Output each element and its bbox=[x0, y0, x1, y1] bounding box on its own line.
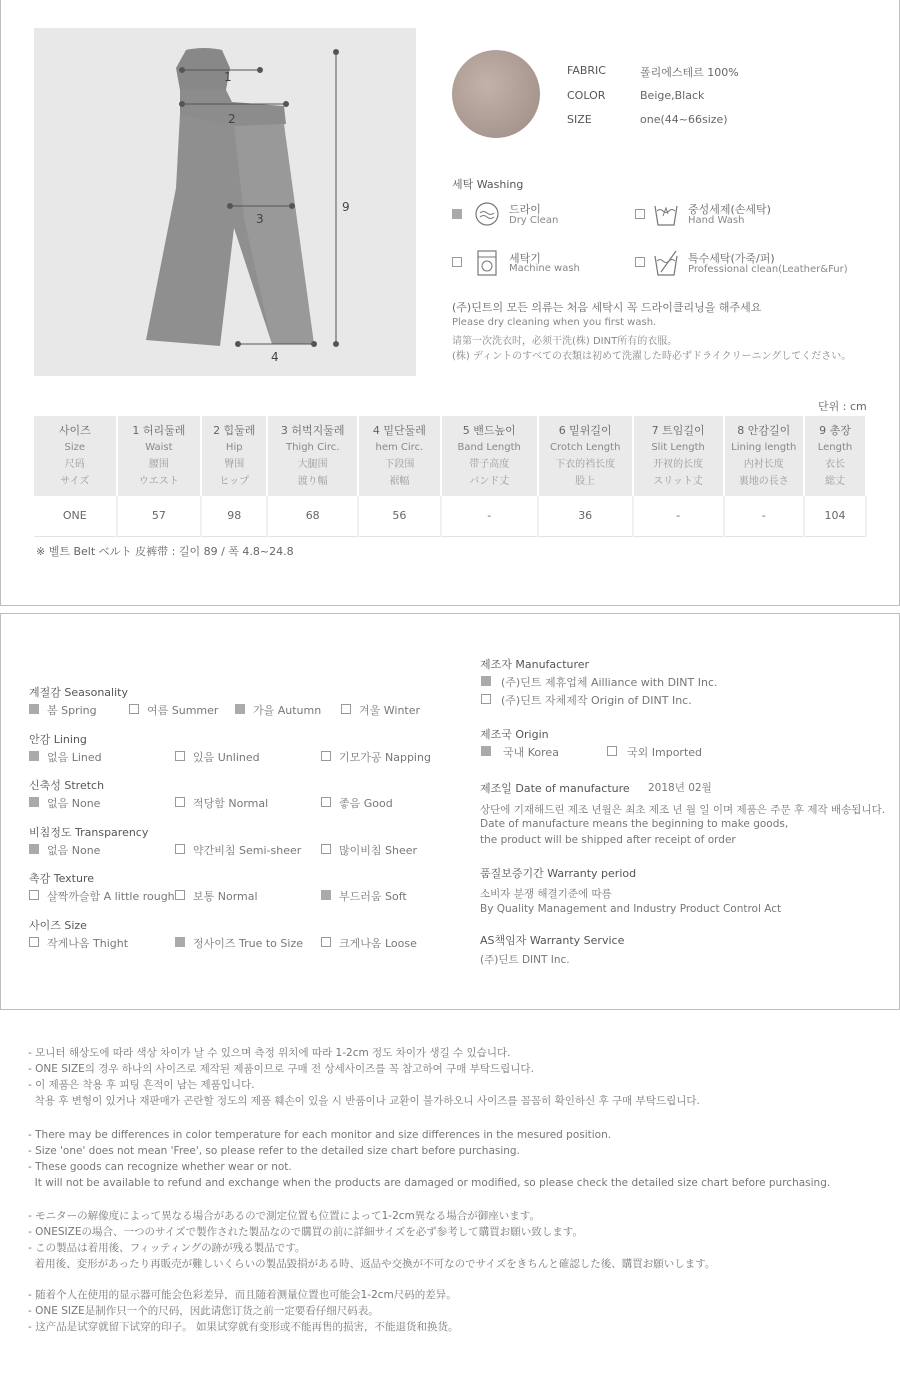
attribute-title: 촉감 Texture bbox=[29, 872, 95, 885]
manufacturer-origin-label: (주)딘트 자체제작 Origin of DINT Inc. bbox=[501, 694, 692, 707]
note-line: - モニターの解像度によって異なる場合があるので測定位置も位置によって1-2cm異なる場合が御座います。 bbox=[28, 1210, 540, 1222]
size-header-cell bbox=[267, 416, 358, 496]
professional-clean-ko: 특수세탁(가죽/퍼) bbox=[688, 252, 775, 265]
warranty-period-desc-en: By Quality Management and Industry Product Control Act bbox=[480, 903, 782, 915]
hand-wash-ko: 중성세제(손세탁) bbox=[688, 203, 771, 216]
attribute-title: 비침정도 Transparency bbox=[29, 825, 149, 839]
origin-imported-label: 국외 Imported bbox=[627, 746, 703, 759]
size-header-cn: 下段围 bbox=[384, 459, 415, 470]
attribute-option-label: 정사이즈 True to Size bbox=[193, 936, 303, 950]
attribute-option-label: 가을 Autumn bbox=[253, 704, 322, 717]
size-header-ko: 2 힙둘레 bbox=[213, 424, 256, 437]
attribute-checkbox[interactable] bbox=[175, 751, 185, 761]
color-label: COLOR bbox=[567, 89, 606, 102]
warranty-period-desc-ko: 소비자 분쟁 해결기준에 따름 bbox=[480, 888, 612, 900]
attribute-checkbox[interactable] bbox=[175, 937, 185, 947]
size-value-cell: 104 bbox=[804, 496, 866, 536]
size-header-ko: 7 트임길이 bbox=[651, 424, 705, 437]
size-header-en: Size bbox=[64, 442, 86, 453]
dry-clean-icon bbox=[473, 200, 501, 228]
attribute-checkbox[interactable] bbox=[175, 844, 185, 854]
note-line: - Size 'one' does not mean 'Free', so please refer to the detailed size chart before purchasing. bbox=[28, 1145, 520, 1157]
size-header-en: Crotch Length bbox=[549, 442, 621, 453]
size-header-jp: 裾幅 bbox=[389, 476, 410, 487]
note-line: - There may be differences in color temperature for each monitor and size differences in the mesured position. bbox=[28, 1129, 612, 1141]
size-header-cell bbox=[34, 416, 117, 496]
attribute-checkbox[interactable] bbox=[341, 704, 351, 714]
washing-title: 세탁 Washing bbox=[452, 178, 524, 191]
washing-note-en: Please dry cleaning when you first wash. bbox=[452, 317, 657, 328]
size-header-en: Thigh Circ. bbox=[285, 442, 340, 453]
notes-english bbox=[28, 1127, 830, 1191]
attribute-checkbox[interactable] bbox=[321, 844, 331, 854]
size-value-cell: - bbox=[724, 496, 805, 536]
manufacture-date-desc-en2: the product will be shipped after receipt of order bbox=[480, 834, 736, 846]
attribute-checkbox[interactable] bbox=[129, 704, 139, 714]
color-value: Beige,Black bbox=[640, 89, 705, 102]
warranty-service-title: AS책임자 Warranty Service bbox=[480, 934, 625, 947]
note-line: It will not be available to refund and exchange when the products are damaged or modified, so please check the detailed size chart before purchasing. bbox=[28, 1177, 831, 1189]
manufacturer-alliance-label: (주)딘트 제휴업체 Ailliance with DINT Inc. bbox=[501, 676, 718, 689]
manufacturer-title: 제조자 Manufacturer bbox=[480, 658, 590, 671]
size-header-jp: スリット丈 bbox=[653, 476, 703, 487]
machine-wash-checkbox[interactable] bbox=[452, 257, 462, 267]
notes-korean bbox=[28, 1045, 700, 1109]
note-line: 착용 후 변형이 있거나 재판매가 곤란할 정도의 제품 훼손이 있을 시 반품이나 교환이 불가하오니 사이즈를 꼼꼼히 확인하신 후 구매 부탁드립니다. bbox=[28, 1095, 700, 1107]
size-header-en: Length bbox=[817, 442, 853, 453]
attribute-option-label: 작게나옴 Thight bbox=[47, 936, 129, 950]
size-header-cell bbox=[117, 416, 202, 496]
size-header-cn: 腰围 bbox=[148, 459, 169, 470]
dry-clean-checkbox[interactable] bbox=[452, 209, 462, 219]
size-header-cell bbox=[724, 416, 805, 496]
attribute-title: 계절감 Seasonality bbox=[29, 686, 128, 699]
size-header-en: Slit Length bbox=[651, 442, 705, 453]
machine-wash-ko: 세탁기 bbox=[509, 252, 541, 265]
size-header-jp: 股上 bbox=[575, 476, 596, 487]
machine-wash-en: Machine wash bbox=[509, 263, 580, 274]
size-header-ko: 사이즈 bbox=[58, 424, 91, 437]
attribute-option-label: 없음 None bbox=[47, 797, 101, 810]
size-header-cn: 衣长 bbox=[825, 459, 845, 470]
attribute-title: 사이즈 Size bbox=[29, 918, 87, 932]
attribute-option-label: 좋음 Good bbox=[339, 797, 393, 810]
fabric-swatch bbox=[452, 50, 540, 138]
size-header-jp: 総丈 bbox=[825, 476, 845, 487]
warranty-period-title: 품질보증기간 Warranty period bbox=[480, 867, 637, 880]
details-panel bbox=[0, 613, 900, 1010]
manufacturer-origin-checkbox[interactable] bbox=[481, 694, 491, 704]
machine-wash-icon bbox=[473, 248, 501, 278]
size-header-jp: 裏地の長さ bbox=[738, 476, 789, 487]
size-label: SIZE bbox=[567, 113, 592, 126]
size-value-cell: - bbox=[441, 496, 538, 536]
size-value-cell: - bbox=[633, 496, 724, 536]
attribute-option-label: 적당함 Normal bbox=[193, 797, 269, 810]
attribute-option-label: 보통 Normal bbox=[193, 890, 258, 903]
professional-clean-en: Professional clean(Leather&Fur) bbox=[688, 264, 848, 275]
measure-label-1: 1 bbox=[224, 70, 232, 84]
attribute-checkbox[interactable] bbox=[175, 890, 185, 900]
size-header-jp: 渡り幅 bbox=[297, 476, 328, 487]
size-header-ko: 8 안감길이 bbox=[737, 424, 791, 437]
product-image bbox=[34, 28, 416, 376]
manufacturer-alliance-checkbox[interactable] bbox=[481, 676, 491, 686]
size-header-cn: 带子高度 bbox=[469, 459, 510, 470]
fabric-value: 폴리에스테르 100% bbox=[640, 66, 739, 79]
size-value-cell: 57 bbox=[117, 496, 202, 536]
measure-label-3: 3 bbox=[256, 212, 264, 226]
attribute-checkbox[interactable] bbox=[175, 797, 185, 807]
size-header-jp: ウエスト bbox=[138, 476, 179, 487]
notes-chinese bbox=[28, 1287, 458, 1335]
attribute-option-label: 여름 Summer bbox=[147, 704, 219, 717]
size-value-cell: 36 bbox=[538, 496, 633, 536]
size-table bbox=[34, 416, 867, 537]
manufacture-date-desc-en1: Date of manufacture means the beginning to make goods, bbox=[480, 818, 789, 830]
attribute-option-label: 겨울 Winter bbox=[359, 704, 421, 717]
dry-clean-ko: 드라이 bbox=[509, 203, 541, 216]
size-header-ko: 4 밑단둘레 bbox=[372, 424, 426, 437]
size-value-cell: 68 bbox=[267, 496, 358, 536]
attribute-option-label: 약간비침 Semi-sheer bbox=[193, 843, 302, 857]
note-line: - ONE SIZE是制作只一个的尺码，因此请您订货之前一定要看仔细尺码表。 bbox=[28, 1305, 379, 1317]
size-header-cell bbox=[804, 416, 866, 496]
size-header-en: Hip bbox=[225, 442, 243, 453]
size-header-jp: サイズ bbox=[60, 476, 90, 487]
size-header-en: Waist bbox=[145, 442, 173, 453]
measure-label-9: 9 bbox=[342, 200, 350, 214]
manufacture-date-desc-ko: 상단에 기재해드린 제조 년월은 최초 제조 년 월 일 이며 제품은 주문 후 제작 배송됩니다. bbox=[480, 804, 886, 816]
attribute-checkbox[interactable] bbox=[29, 751, 39, 761]
size-header-en: hem Circ. bbox=[375, 442, 424, 453]
attribute-checkbox[interactable] bbox=[29, 704, 39, 714]
note-line: - 이 제품은 착용 후 피팅 흔적이 남는 제품입니다. bbox=[28, 1079, 255, 1091]
size-value-cell: ONE bbox=[34, 496, 117, 536]
hand-wash-icon bbox=[652, 200, 680, 228]
belt-footnote: ※ 벨트 Belt ベルト 皮裤带 : 길이 89 / 폭 4.8~24.8 bbox=[36, 545, 294, 558]
note-line: - These goods can recognize whether wear or not. bbox=[28, 1161, 292, 1173]
washing-note-ko: (주)딘트의 모든 의류는 처음 세탁시 꼭 드라이클리닝을 해주세요 bbox=[452, 301, 762, 314]
size-header-ko: 9 총장 bbox=[819, 424, 851, 437]
size-header-cn: 臀围 bbox=[224, 459, 245, 470]
attribute-checkbox[interactable] bbox=[321, 797, 331, 807]
size-header-cell bbox=[633, 416, 724, 496]
attribute-option-label: 기모가공 Napping bbox=[339, 750, 431, 764]
fabric-label: FABRIC bbox=[567, 64, 606, 77]
dry-clean-en: Dry Clean bbox=[509, 215, 559, 226]
note-line: - この製品は着用後、フィッティングの跡が残る製品です。 bbox=[28, 1242, 306, 1254]
size-header-cell bbox=[358, 416, 441, 496]
manufacture-date-value: 2018년 02월 bbox=[648, 782, 712, 794]
attribute-checkbox[interactable] bbox=[321, 937, 331, 947]
attribute-title: 안감 Lining bbox=[29, 732, 87, 746]
attribute-checkbox[interactable] bbox=[29, 797, 39, 807]
professional-clean-icon bbox=[652, 248, 680, 278]
attribute-option-label: 많이비침 Sheer bbox=[339, 843, 418, 857]
note-line: - 모니터 해상도에 따라 색상 차이가 날 수 있으며 측정 위치에 따라 1-2cm 정도 차이가 생길 수 있습니다. bbox=[28, 1047, 511, 1059]
attribute-checkbox[interactable] bbox=[29, 844, 39, 854]
size-header-ko: 1 허리둘레 bbox=[132, 424, 186, 437]
attribute-checkbox[interactable] bbox=[321, 890, 331, 900]
hand-wash-en: Hand Wash bbox=[688, 215, 745, 226]
note-line: - ONE SIZE의 경우 하나의 사이즈로 제작된 제품이므로 구매 전 상세사이즈를 꼭 참고하여 구매 부탁드립니다. bbox=[28, 1063, 534, 1075]
size-header-jp: ヒップ bbox=[219, 476, 250, 487]
measure-label-2: 2 bbox=[228, 112, 236, 126]
attribute-title: 신축성 Stretch bbox=[29, 779, 105, 792]
attribute-option-label: 봄 Spring bbox=[47, 704, 97, 717]
size-header-ko: 3 허벅지둘레 bbox=[280, 424, 345, 437]
note-line: 着用後、変形があったり再販売が難しいくらいの製品毀損がある時、返品や交換が不可なのでサイズをきちんと確認した後、購買お願いします。 bbox=[28, 1258, 716, 1270]
origin-imported-checkbox[interactable] bbox=[607, 746, 617, 756]
attribute-option-label: 없음 None bbox=[47, 843, 101, 857]
size-header-jp: バンド丈 bbox=[469, 476, 510, 487]
attribute-checkbox[interactable] bbox=[29, 937, 39, 947]
attribute-checkbox[interactable] bbox=[29, 890, 39, 900]
warranty-service-value: (주)딘트 DINT Inc. bbox=[480, 954, 570, 966]
size-value-cell: 98 bbox=[201, 496, 267, 536]
note-line: - ONESIZEの場合、一つのサイズで製作された製品なので購買の前に詳細サイズを必ず参考して購買お願い致します。 bbox=[28, 1226, 583, 1238]
origin-title: 제조국 Origin bbox=[480, 728, 549, 741]
measure-label-4: 4 bbox=[271, 350, 279, 364]
origin-korea-label: 국내 Korea bbox=[503, 746, 559, 759]
attribute-option-label: 살짝까슬함 A little rough bbox=[47, 890, 175, 903]
attribute-checkbox[interactable] bbox=[235, 704, 245, 714]
attribute-option-label: 있음 Unlined bbox=[193, 750, 260, 764]
attribute-option-label: 크게나옴 Loose bbox=[339, 936, 417, 950]
size-header-en: Lining length bbox=[731, 442, 797, 453]
unit-label: 단위 : cm bbox=[818, 400, 867, 413]
size-header-cn: 下衣的裆长度 bbox=[555, 459, 616, 470]
size-header-cn: 大腿围 bbox=[297, 459, 328, 470]
size-header-cell bbox=[441, 416, 538, 496]
size-header-cell bbox=[201, 416, 267, 496]
size-header-en: Band Length bbox=[457, 442, 521, 453]
note-line: - 这产品是试穿就留下试穿的印子。 如果试穿就有变形或不能再售的损害，不能退货和换货。 bbox=[28, 1321, 459, 1333]
note-line: - 随着个人在使用的显示器可能会色彩差异，而且随着测量位置也可能会1-2cm尺码的差异。 bbox=[28, 1289, 457, 1301]
notes-japanese bbox=[28, 1208, 715, 1272]
attribute-option-label: 부드러움 Soft bbox=[339, 890, 407, 903]
size-header-ko: 6 밑위길이 bbox=[558, 424, 612, 437]
manufacture-date-title: 제조일 Date of manufacture bbox=[480, 782, 630, 795]
attribute-checkbox[interactable] bbox=[321, 751, 331, 761]
washing-note-jp: (株) ディントのすべての衣類は初めて洗濯した時必ずドライクリーニングしてください。 bbox=[452, 351, 852, 362]
size-header-cn: 尺码 bbox=[64, 459, 85, 470]
product-info-panel bbox=[0, 0, 900, 606]
size-header-cn: 开衩的长度 bbox=[653, 459, 704, 470]
hand-wash-checkbox[interactable] bbox=[635, 209, 645, 219]
washing-note-cn: 请第一次洗衣时，必须干洗(株) DINT所有的衣服。 bbox=[452, 336, 678, 347]
attribute-option-label: 없음 Lined bbox=[47, 750, 102, 764]
origin-korea-checkbox[interactable] bbox=[481, 746, 491, 756]
size-value-cell: 56 bbox=[358, 496, 441, 536]
size-value: one(44~66size) bbox=[640, 113, 728, 126]
size-header-ko: 5 밴드높이 bbox=[462, 424, 516, 437]
size-header-cell bbox=[538, 416, 633, 496]
professional-clean-checkbox[interactable] bbox=[635, 257, 645, 267]
size-header-cn: 内衬长度 bbox=[743, 459, 784, 470]
